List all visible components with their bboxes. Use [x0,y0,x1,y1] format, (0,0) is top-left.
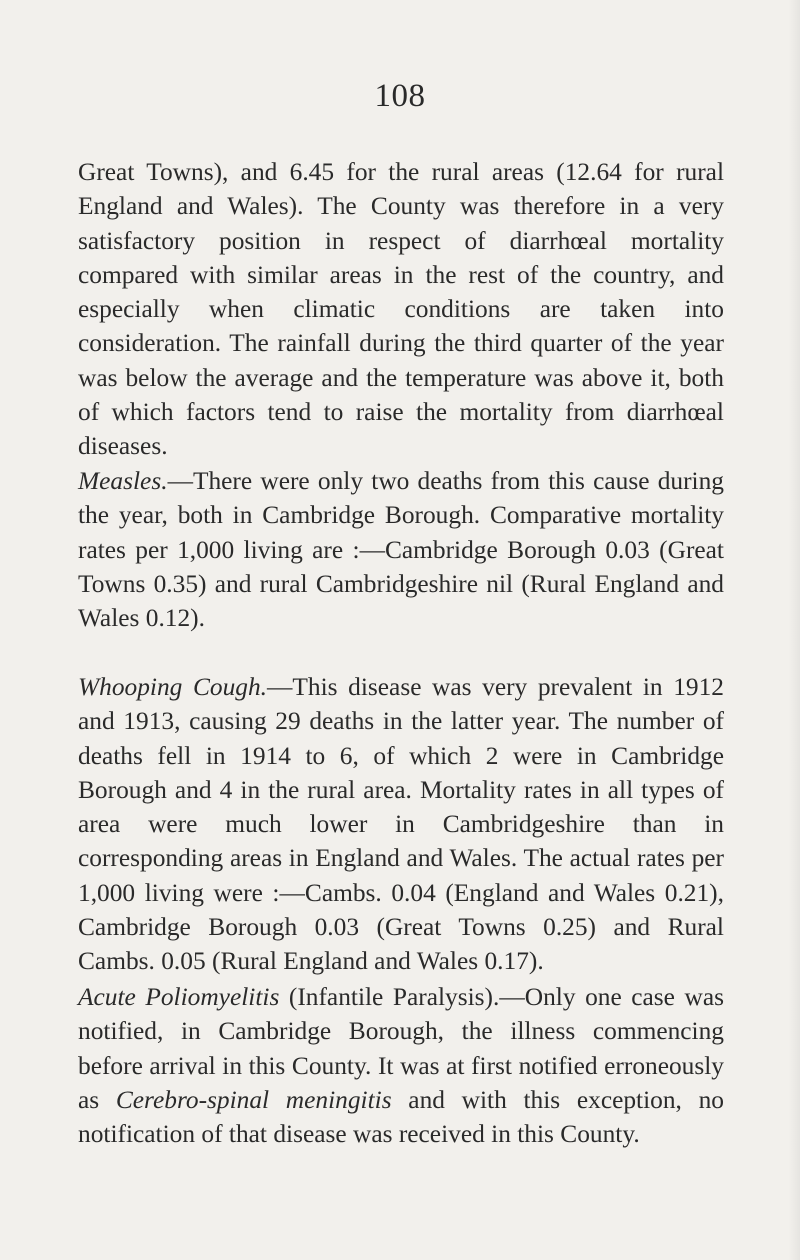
paragraph-diarrhoea [78,155,724,464]
paragraph-whooping-cough [78,670,724,979]
paragraph-text-continued: and with this exception, no notification of that disease was received in this County. [78,1085,724,1149]
paragraph-poliomyelitis [78,980,724,1151]
paragraph-text: (Infantile Paralysis).—Only one case was notified, in Cambridge Borough, the illness commencing before arrival in this County. It was at first notified erroneously as [78,983,724,1114]
paragraph-measles [78,464,724,635]
paragraph-text: Great Towns), and 6.45 for the rural areas (12.64 for rural England and Wales). The County was therefore in a very satisfactory position in respect of diarrhœal mortality compared with similar areas in the rest of the country, and especially when climatic conditions are taken into consideration. The rainfall during the third quarter of the year was below the average and the temperature was above it, both of which factors tend to raise the mortality from diarrhœal diseases. [78,158,724,461]
page-number: 108 [374,78,426,114]
italic-term-cerebro-spinal-meningitis: Cerebro-spinal meningitis [115,1085,392,1114]
section-heading-measles: Measles. [78,467,168,495]
section-heading-whooping-cough: Whooping Cough. [78,673,268,701]
section-heading-poliomyelitis: Acute Poliomyelitis [78,983,280,1011]
paragraph-text: —There were only two deaths from this cause during the year, both in Cambridge Borough. Comparative mortality rates per 1,000 living are :—Cambridge Borough 0.03 (Great Towns 0.35) and rural Cambridgeshire nil (Rural England and Wales 0.12). [78,467,724,633]
paragraph-text: —This disease was very prevalent in 1912 and 1913, causing 29 deaths in the latter year. The number of deaths fell in 1914 to 6, of which 2 were in Cambridge Borough and 4 in the rural area. Mortality rates in all types of area were much lower in Cambridgeshire than in corresponding areas in England and Wales. The actual rates per 1,000 living were :—Cambs. 0.04 (England and Wales 0.21), Cambridge Borough 0.03 (Great Towns 0.25) and Rural Cambs. 0.05 (Rural England and Wales 0.17). [78,673,724,976]
page-edge-shadow [788,0,800,1260]
